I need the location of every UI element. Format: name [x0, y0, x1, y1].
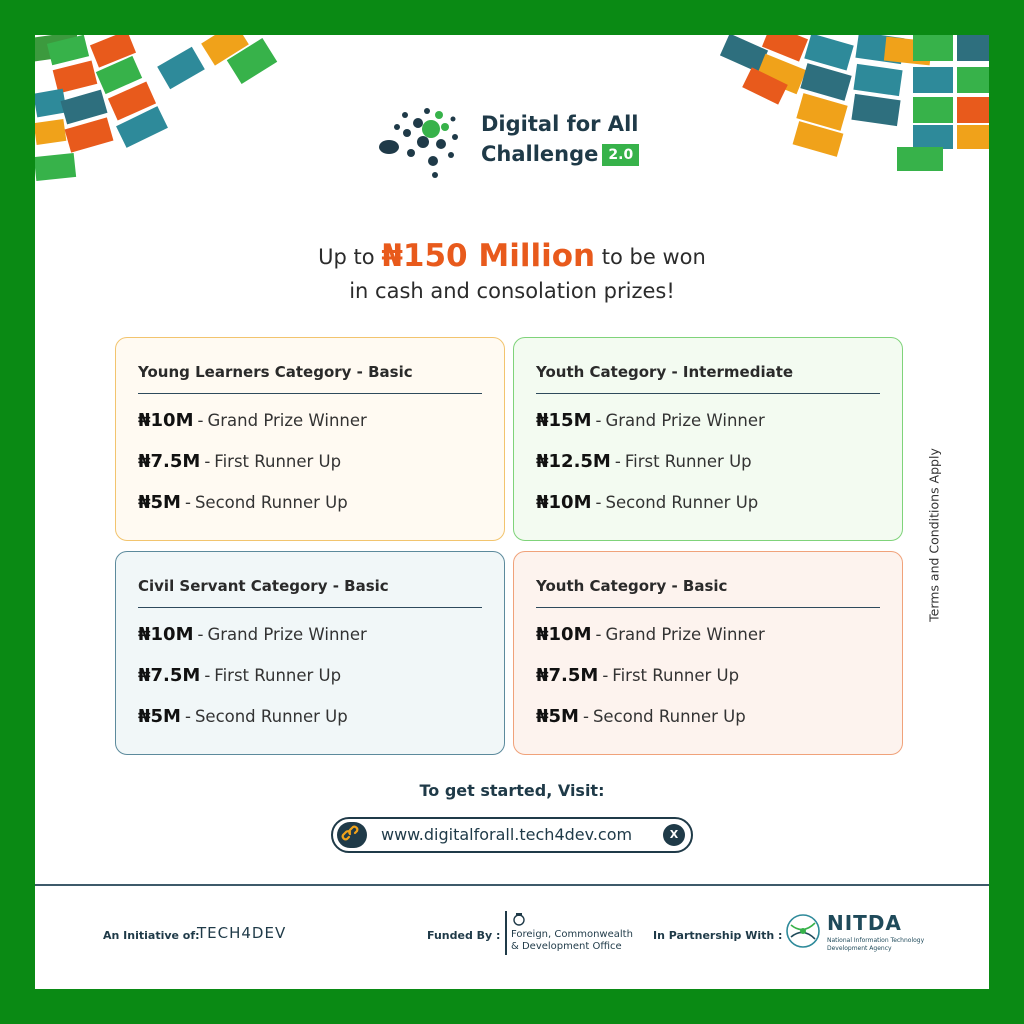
mosaic-top-right [719, 35, 989, 185]
funded-label: Funded By : [427, 929, 501, 942]
prize-row: ₦12.5M - First Runner Up [536, 451, 752, 472]
mosaic-tile [913, 67, 953, 93]
dots-logo-icon [375, 97, 475, 185]
mosaic-tile [35, 153, 76, 181]
category-box-youth-basic [513, 551, 903, 755]
url-bar[interactable] [331, 817, 693, 853]
prize-amount: ₦5M [536, 706, 579, 727]
category-box-young-learners [115, 337, 505, 541]
headline-line2: in cash and consolation prizes! [349, 279, 675, 303]
headline [35, 239, 989, 308]
nitda-emblem-icon [783, 911, 823, 951]
footer-divider [35, 884, 989, 886]
mosaic-tile [957, 97, 989, 123]
prize-amount: ₦7.5M [138, 665, 201, 686]
mosaic-tile [957, 35, 989, 61]
prize-label: Second Runner Up [194, 707, 348, 726]
version-badge: 2.0 [602, 144, 639, 166]
brand-title-line2: Challenge [481, 142, 599, 166]
brand-title [481, 109, 639, 169]
brand-logo [375, 97, 675, 185]
prize-label: Second Runner Up [194, 493, 348, 512]
nitda-logo: NITDA [827, 911, 902, 935]
fcdo-line1: Foreign, Commonwealth [511, 929, 633, 940]
prize-label: Second Runner Up [592, 707, 746, 726]
mosaic-tile [897, 147, 943, 171]
prize-label: Second Runner Up [605, 493, 759, 512]
visit-label: To get started, Visit: [419, 781, 605, 800]
prize-amount: ₦10M [138, 624, 194, 645]
prize-row: ₦5M - Second Runner Up [536, 706, 746, 727]
tech4dev-logo: TECH4DEV [197, 924, 287, 942]
prize-label: Grand Prize Winner [207, 411, 367, 430]
category-title: Civil Servant Category - Basic [138, 574, 482, 608]
category-title: Young Learners Category - Basic [138, 360, 482, 394]
prize-amount: ₦10M [536, 624, 592, 645]
prize-amount: ₦15M [536, 410, 592, 431]
mosaic-tile [957, 125, 989, 149]
prize-row: ₦10M - Second Runner Up [536, 492, 759, 513]
mosaic-tile [853, 64, 902, 96]
mosaic-tile [157, 47, 205, 90]
url-text[interactable]: www.digitalforall.tech4dev.com [381, 825, 633, 844]
headline-amount: ₦150 Million [381, 238, 596, 274]
category-box-civil-servant [115, 551, 505, 755]
prize-row: ₦15M - Grand Prize Winner [536, 410, 765, 431]
headline-prefix: Up to [318, 245, 382, 269]
fcdo-name [511, 929, 633, 953]
prize-label: Grand Prize Winner [207, 625, 367, 644]
prize-label: First Runner Up [624, 452, 752, 471]
partner-label: In Partnership With : [653, 929, 783, 942]
prize-row: ₦7.5M - First Runner Up [138, 451, 342, 472]
mosaic-top-left [35, 35, 285, 195]
brand-title-line1: Digital for All [481, 112, 639, 136]
nitda-subtitle: National Information Technology Development Agency [827, 937, 925, 952]
close-icon[interactable]: X [663, 824, 685, 846]
mosaic-tile [913, 97, 953, 123]
category-title: Youth Category - Basic [536, 574, 880, 608]
fcdo-divider [505, 911, 507, 955]
prize-amount: ₦7.5M [536, 665, 599, 686]
prize-row: ₦7.5M - First Runner Up [536, 665, 740, 686]
mosaic-tile [851, 94, 900, 126]
category-title: Youth Category - Intermediate [536, 360, 880, 394]
crest-icon [511, 911, 527, 927]
prize-row: ₦5M - Second Runner Up [138, 706, 348, 727]
prize-row: ₦10M - Grand Prize Winner [138, 624, 367, 645]
prize-label: First Runner Up [612, 666, 740, 685]
mosaic-tile [35, 119, 66, 145]
poster-card [35, 35, 989, 989]
terms-note [919, 440, 949, 630]
prize-label: Grand Prize Winner [605, 411, 765, 430]
initiative-label: An Initiative of: [103, 929, 200, 942]
prize-amount: ₦10M [138, 410, 194, 431]
category-box-youth-intermediate [513, 337, 903, 541]
prize-amount: ₦5M [138, 706, 181, 727]
link-icon [337, 822, 367, 848]
prize-row: ₦10M - Grand Prize Winner [536, 624, 765, 645]
prize-amount: ₦12.5M [536, 451, 611, 472]
mosaic-tile [913, 35, 953, 61]
prize-label: First Runner Up [214, 666, 342, 685]
prize-label: Grand Prize Winner [605, 625, 765, 644]
mosaic-tile [957, 67, 989, 93]
headline-suffix: to be won [595, 245, 706, 269]
fcdo-line2: & Development Office [511, 941, 622, 952]
prize-amount: ₦7.5M [138, 451, 201, 472]
prize-row: ₦5M - Second Runner Up [138, 492, 348, 513]
terms-text: Terms and Conditions Apply [926, 448, 942, 622]
prize-row: ₦10M - Grand Prize Winner [138, 410, 367, 431]
prize-amount: ₦5M [138, 492, 181, 513]
prize-amount: ₦10M [536, 492, 592, 513]
mosaic-tile [913, 125, 953, 149]
prize-row: ₦7.5M - First Runner Up [138, 665, 342, 686]
prize-label: First Runner Up [214, 452, 342, 471]
